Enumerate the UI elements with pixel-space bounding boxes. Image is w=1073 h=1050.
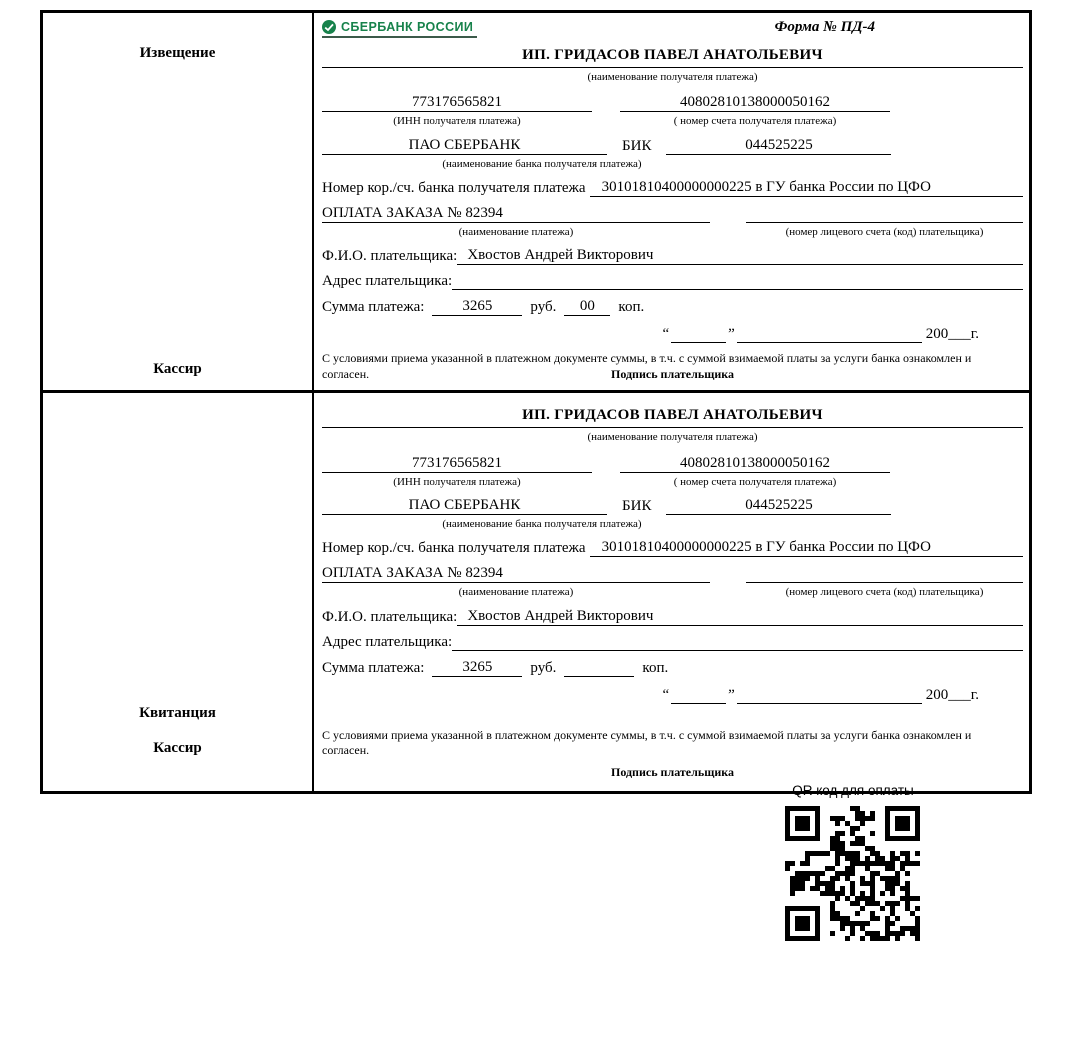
personal-account-line <box>746 222 1023 223</box>
purpose-row <box>322 565 1023 583</box>
account-value: 40802810138000050162 <box>620 455 890 473</box>
agreement-text: С условиями приема указанной в платежном документе суммы, в т.ч. с суммой взимаемой платы за услуги банка ознакомлен и согласен. <box>322 727 972 758</box>
sberbank-logo <box>322 19 477 38</box>
payer-address-value <box>452 289 1023 290</box>
notice-header-row <box>322 19 1023 45</box>
quote-close: ” <box>728 686 735 703</box>
bik-label: БИК <box>622 137 652 154</box>
payer-address-label: Адрес плательщика: <box>322 633 453 650</box>
inn-account-captions <box>322 114 1023 128</box>
account-caption: ( номер счета получателя платежа) <box>673 115 837 128</box>
inn-value: 773176565821 <box>322 94 592 112</box>
sum-label: Сумма платежа: <box>322 659 425 676</box>
sum-row <box>322 659 1023 677</box>
year-label: 200___г. <box>925 686 979 703</box>
quote-close: ” <box>728 326 735 343</box>
date-month-line <box>737 342 922 343</box>
account-caption: ( номер счета получателя платежа) <box>673 475 837 488</box>
korr-row <box>322 539 1023 557</box>
personal-account-line <box>746 582 1023 583</box>
year-label: 200___г. <box>925 326 979 343</box>
sum-row <box>322 298 1023 316</box>
receipt-side-column <box>43 393 314 791</box>
korr-row <box>322 179 1023 197</box>
agreement-text: С условиями приема указанной в платежном документе суммы, в т.ч. с суммой взимаемой платы за услуги банка ознакомлен и согласен. <box>322 351 972 381</box>
sberbank-logo-text: СБЕРБАНК РОССИИ <box>341 20 474 34</box>
signature-label: Подпись плательщика <box>611 367 734 382</box>
form-number: Форма № ПД-4 <box>774 19 875 35</box>
bank-row <box>322 497 1023 515</box>
recipient-name: ИП. ГРИДАСОВ ПАВЕЛ АНАТОЛЬЕВИЧ <box>322 47 1023 68</box>
payer-name-label: Ф.И.О. плательщика: <box>322 608 458 625</box>
quote-open: “ <box>662 686 670 703</box>
signature-label: Подпись плательщика <box>611 764 734 779</box>
sum-rub-value: 3265 <box>432 659 522 677</box>
date-month-line <box>737 703 922 704</box>
sberbank-logo-icon <box>322 20 336 34</box>
payer-address-row <box>322 634 1023 651</box>
notice-label: Извещение <box>139 45 216 61</box>
sum-kop-value <box>564 676 634 677</box>
payer-name-row <box>322 247 1023 265</box>
qr-label: QR код для оплаты <box>792 783 914 798</box>
personal-account-caption: (номер лицевого счета (код) плательщика) <box>785 586 984 599</box>
bank-name-value: ПАО СБЕРБАНК <box>322 137 607 155</box>
korr-value: 30101810400000000225 в ГУ банка России по ЦФО <box>590 539 1023 557</box>
korr-value: 30101810400000000225 в ГУ банка России по ЦФО <box>590 179 1023 197</box>
payment-caption: (наименование платежа) <box>458 225 574 238</box>
purpose-value: ОПЛАТА ЗАКАЗА № 82394 <box>322 565 710 583</box>
payer-name-value: Хвостов Андрей Викторович <box>457 247 1023 265</box>
payer-name-row <box>322 608 1023 626</box>
payer-address-value <box>452 650 1023 651</box>
account-value: 40802810138000050162 <box>620 94 890 112</box>
pd4-form <box>40 10 1032 794</box>
qr-block <box>785 783 921 941</box>
sum-rub-value: 3265 <box>432 298 522 316</box>
inn-caption: (ИНН получателя платежа) <box>393 475 521 488</box>
recipient-caption: (наименование получателя платежа) <box>587 431 758 444</box>
notice-side-column <box>43 13 314 390</box>
purpose-captions <box>322 585 1023 599</box>
bank-row <box>322 137 1023 155</box>
korr-label: Номер кор./сч. банка получателя платежа <box>322 179 586 196</box>
payer-address-row <box>322 273 1023 290</box>
inn-account-row <box>322 455 1023 473</box>
bank-name-value: ПАО СБЕРБАНК <box>322 497 607 515</box>
quote-open: “ <box>662 326 670 343</box>
recipient-name: ИП. ГРИДАСОВ ПАВЕЛ АНАТОЛЬЕВИЧ <box>322 407 1023 428</box>
bank-caption: (наименование банка получателя платежа) <box>442 517 642 530</box>
date-day-line <box>671 703 726 704</box>
notice-content <box>314 13 1029 390</box>
bank-caption: (наименование банка получателя платежа) <box>442 157 642 170</box>
notice-section <box>43 13 1029 393</box>
bik-label: БИК <box>622 497 652 514</box>
inn-caption: (ИНН получателя платежа) <box>393 115 521 128</box>
purpose-captions <box>322 225 1023 239</box>
rub-label: руб. <box>530 659 557 676</box>
payer-address-label: Адрес плательщика: <box>322 273 453 290</box>
recipient-caption: (наименование получателя платежа) <box>587 71 758 83</box>
receipt-content <box>314 393 1029 791</box>
kop-label: коп. <box>642 659 669 676</box>
payment-caption: (наименование платежа) <box>458 586 574 599</box>
inn-account-row <box>322 94 1023 112</box>
sum-label: Сумма платежа: <box>322 299 425 316</box>
date-row <box>322 687 1023 704</box>
inn-value: 773176565821 <box>322 455 592 473</box>
bik-value: 044525225 <box>666 137 891 155</box>
receipt-label: Квитанция <box>139 705 216 722</box>
rub-label: руб. <box>530 299 557 316</box>
personal-account-caption: (номер лицевого счета (код) плательщика) <box>785 225 984 238</box>
kop-label: коп. <box>618 299 645 316</box>
date-day-line <box>671 342 726 343</box>
sum-kop-value: 00 <box>564 298 610 316</box>
korr-label: Номер кор./сч. банка получателя платежа <box>322 540 586 557</box>
payer-name-value: Хвостов Андрей Викторович <box>457 608 1023 626</box>
payer-name-label: Ф.И.О. плательщика: <box>322 248 458 265</box>
receipt-section <box>43 393 1029 791</box>
bik-value: 044525225 <box>666 497 891 515</box>
payment-qr-code <box>785 806 920 941</box>
date-row <box>322 326 1023 343</box>
receipt-cashier-label: Кассир <box>153 740 202 757</box>
inn-account-captions <box>322 475 1023 489</box>
purpose-value: ОПЛАТА ЗАКАЗА № 82394 <box>322 205 710 223</box>
notice-cashier-label: Кассир <box>153 361 202 378</box>
purpose-row <box>322 205 1023 223</box>
